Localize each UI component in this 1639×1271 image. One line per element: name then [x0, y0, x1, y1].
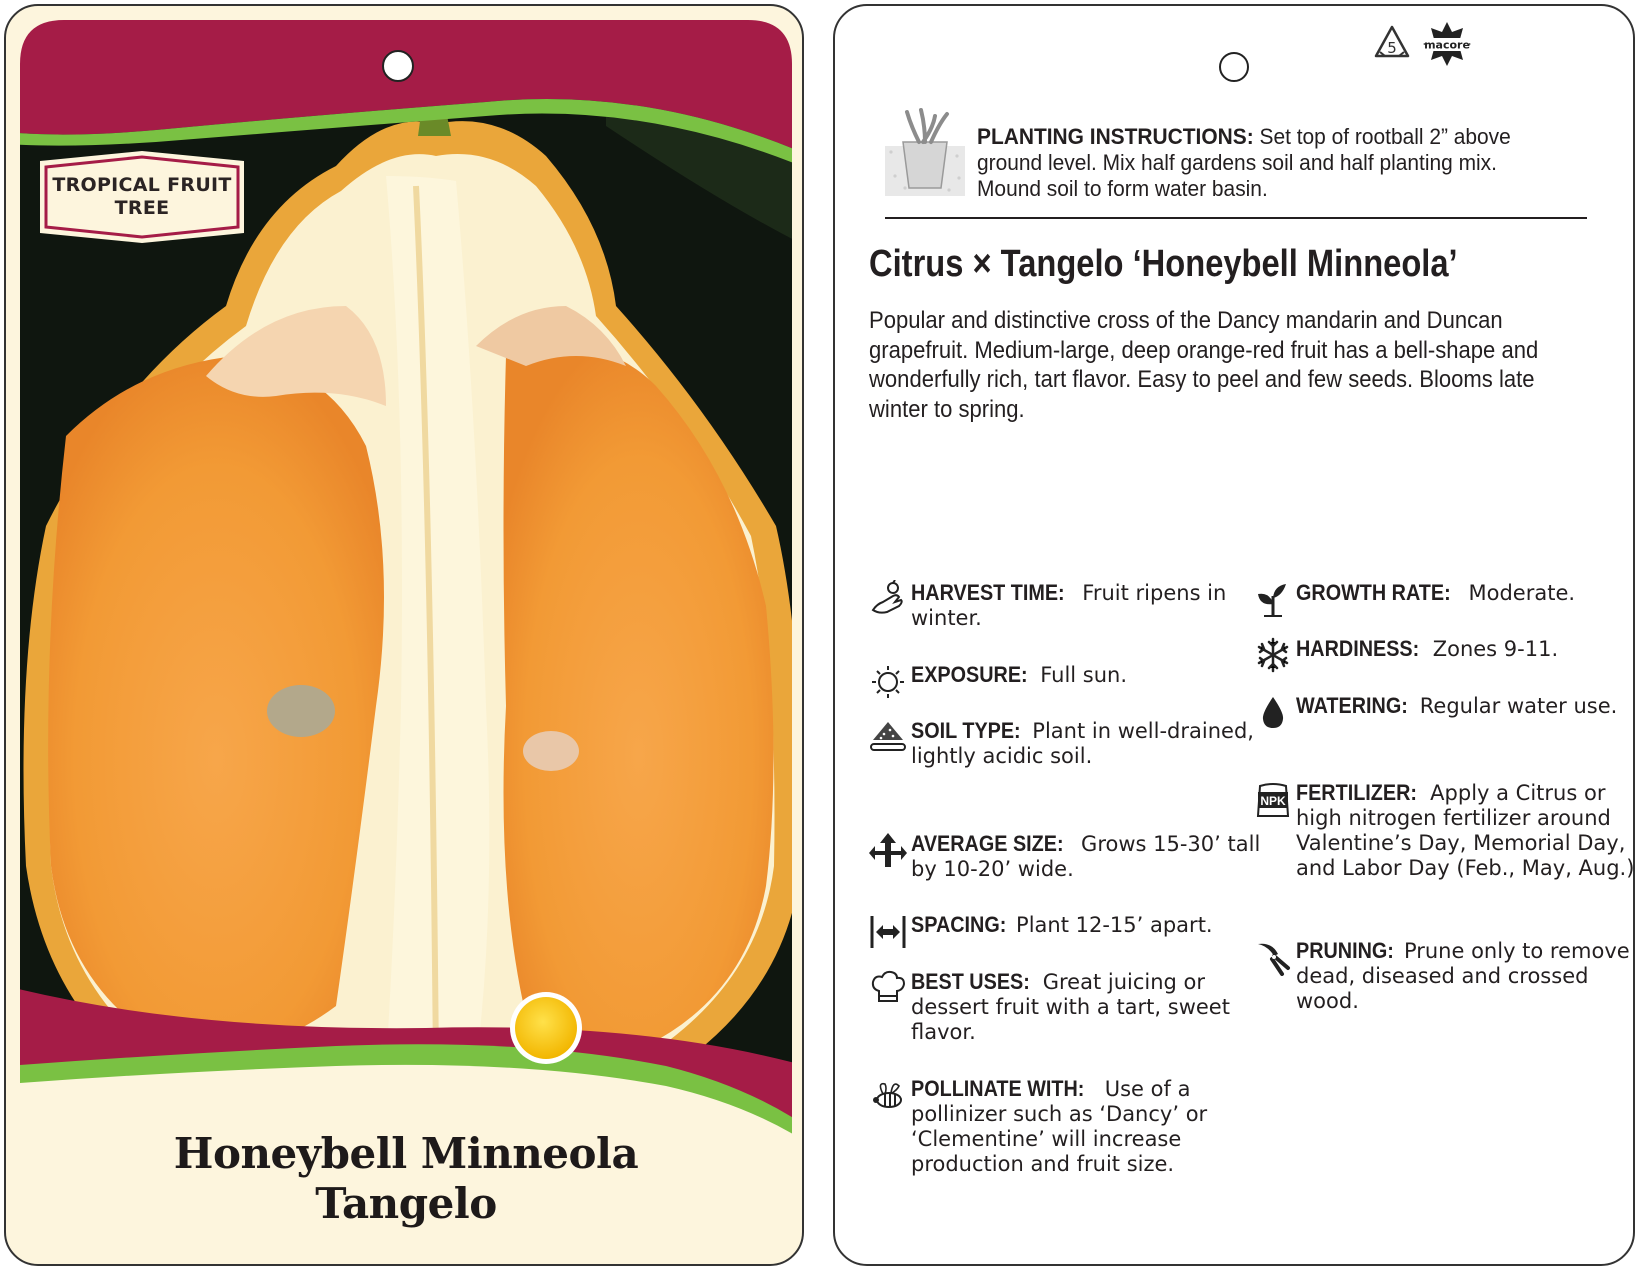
- best-uses-value: Great juicing or dessert fruit with a tart, sweet flavor.: [911, 970, 1230, 1044]
- hardiness-label: HARDINESS:: [1296, 636, 1420, 661]
- best-uses: [911, 969, 1266, 1045]
- spacing-label: SPACING:: [911, 912, 1007, 937]
- hang-hole: [1219, 52, 1249, 82]
- watering-label: WATERING:: [1296, 693, 1408, 718]
- fertilizer-value: Apply a Citrus or high nitrogen fertilizer around Valentine’s Day, Memorial Day, and Labor Day (Feb., May, Aug.): [1296, 781, 1635, 880]
- pollinate-with-value: Use of a pollinizer such as ‘Dancy’ or ‘Clementine’ will increase production and fruit size.: [911, 1077, 1208, 1176]
- hardiness-value: Zones 9-11.: [1432, 637, 1559, 661]
- soil-type-value: Plant in well-drained, lightly acidic soil.: [911, 719, 1254, 768]
- sun-icon: [869, 662, 907, 700]
- planting-instructions: [885, 106, 1585, 206]
- growth-rate-label: GROWTH RATE:: [1296, 580, 1451, 605]
- botanical-name: Citrus × Tangelo ‘Honeybell Minneola’: [869, 243, 1458, 285]
- soil-type: [911, 718, 1266, 769]
- badge-line-2: TREE: [114, 197, 170, 219]
- full-sun-icon: [515, 997, 577, 1059]
- common-name-line-1: Honeybell Minneola: [173, 1129, 639, 1178]
- recycle-icon: [1371, 24, 1413, 64]
- size-arrows-icon: [869, 831, 907, 869]
- hardiness: [1296, 636, 1639, 662]
- planting-label: PLANTING INSTRUCTIONS:: [977, 124, 1254, 149]
- planting-body: Set top of rootball 2” above ground level. Mix half gardens soil and half planting mix. Mound soil to form water basin.: [977, 124, 1511, 201]
- potted-plant-icon: [885, 106, 965, 201]
- snowflake-icon: [1254, 636, 1292, 674]
- recycle-code: 5: [1387, 39, 1397, 57]
- chef-hat-icon: [869, 969, 907, 1007]
- pruning-label: PRUNING:: [1296, 938, 1394, 963]
- soil-type-label: SOIL TYPE:: [911, 718, 1021, 743]
- best-uses-label: BEST USES:: [911, 969, 1030, 994]
- common-name: [6, 1129, 804, 1229]
- exposure-label: EXPOSURE:: [911, 662, 1028, 687]
- average-size: [911, 831, 1266, 882]
- spacing: [911, 912, 1266, 938]
- pruning-shears-icon: [1254, 938, 1292, 976]
- growth-rate-value: Moderate.: [1468, 581, 1576, 605]
- fertilizer: [1260, 780, 1639, 881]
- spacing-value: Plant 12-15’ apart.: [1016, 913, 1213, 937]
- harvest-time-label: HARVEST TIME:: [911, 580, 1065, 605]
- average-size-value: Grows 15-30’ tall by 10-20’ wide.: [911, 832, 1261, 881]
- npk-fertilizer-icon: [1254, 780, 1292, 818]
- exposure-value: Full sun.: [1040, 663, 1128, 687]
- sprout-icon: [1254, 580, 1292, 618]
- pollinate-with: [911, 1076, 1266, 1177]
- pollinate-with-label: POLLINATE WITH:: [911, 1076, 1085, 1101]
- common-name-line-2: Tangelo: [315, 1179, 497, 1228]
- harvest-hand-icon: [869, 580, 907, 618]
- harvest-time: [911, 580, 1266, 631]
- macore-logo: [1421, 20, 1473, 68]
- front-card: [4, 4, 804, 1266]
- harvest-time-value: Fruit ripens in winter.: [911, 581, 1227, 630]
- watering-value: Regular water use.: [1419, 694, 1618, 718]
- npk-label: NPK: [1260, 794, 1286, 808]
- spacing-arrows-icon: [869, 912, 907, 950]
- divider: [885, 217, 1587, 219]
- growth-rate: [1296, 580, 1639, 606]
- planting-instructions-text: [977, 124, 1554, 202]
- exposure: [911, 662, 1266, 688]
- average-size-label: AVERAGE SIZE:: [911, 831, 1064, 856]
- water-drop-icon: [1254, 693, 1292, 731]
- badge-line-1: TROPICAL FRUIT: [52, 174, 232, 196]
- hang-hole: [383, 51, 413, 81]
- pruning-value: Prune only to remove dead, diseased and crossed wood.: [1296, 939, 1630, 1013]
- plant-description: Popular and distinctive cross of the Dancy mandarin and Duncan grapefruit. Medium-large, deep orange-red fruit has a bell-shape and wonderfully rich, tart flavor. Easy to peel and few seeds. Blooms late winter to spring.: [869, 307, 1539, 423]
- back-card: [833, 4, 1635, 1266]
- brand-name: macore: [1424, 38, 1470, 52]
- bee-icon: [869, 1076, 907, 1114]
- pruning: [1296, 938, 1639, 1014]
- soil-icon: [869, 718, 907, 756]
- watering: [1296, 693, 1639, 719]
- category-badge: [32, 151, 252, 243]
- fertilizer-label: FERTILIZER:: [1296, 780, 1417, 805]
